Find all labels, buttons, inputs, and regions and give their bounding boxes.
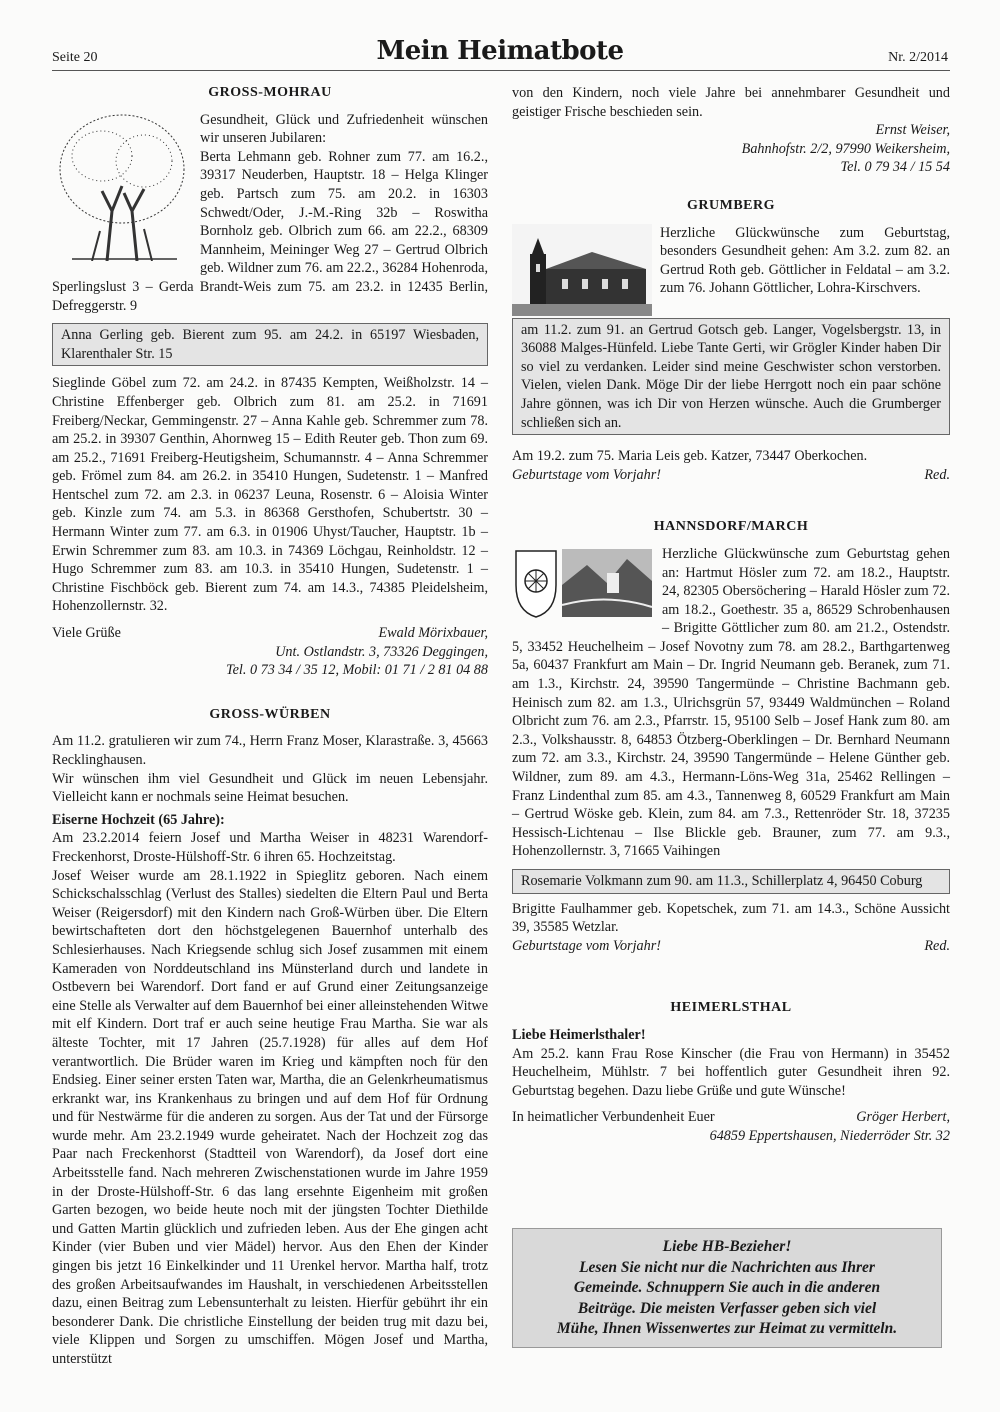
wuerben-p4: Josef Weiser wurde am 28.1.1922 in Spieglitz geboren. Nach einem Schickschalsschlag (Verlust des Stalles) siedelten die Eltern Paul und Berta Weiser (Reigersdorf) mit den Kindern nach Groß-Würben über. Die Eltern bewirtschafteten dort den höchstgelegenen Bauernhof unterhalb des Schlesierhauses. Nach Kriegsende schlug sich Josef zusammen mit einem Kameraden von Norddeutschland ins Münsterland durch und landete in Ostbevern bei Warendorf. Dort fand er auf Grund einer Zeitungsanzeige eine Stelle als Verwalter auf dem Bauernhof bei einer alleinstehenden Witwe mit elf Kindern. Dort traf er auch seine heutige Frau Martha. Sie war als älteste Tochter, mit 17 Jahren (25.7.1928) für alles auf dem Hof verantwortlich. Die Brüder waren im Krieg und kämpften noch für den Endsieg. Einer seiner ersten Taten war, Martha, die an Gelenkrheumatismus erkrankt war, ins Krankenhaus zu bringen und auf dem Hof für Ordnung und für Nestwärme für die anderen zu sorgen. Aus der Tat und der Fürsorge wurde mehr. Am 23.2.1949 wurde geheiratet. Nach der Hochzeit zog das Paar nach Freckenhorst (Stadtteil von Warendorf), da Josef dort eine Arbeitsstelle fand. Nach mehreren Zwischenstationen wurde im Jahre 1959 in der Droste-Hülshoff-Str. 6 das lang ersehnte Eigenheim mit großen Garten bezogen, wo beide heute noch mit der jüngsten Tochter Diethilde und Gatten Martin glücklich und zufrieden leben. Aus der Ehe gingen acht Kinder (vier Buben und vier Mädel) hervor. Aus den Ehen der Kinder gingen bis jetzt 16 Einkelkinder und 11 Urenkel hervor. Martha half, trotz des großen Arbeitsaufwandes im Haushalt, in verschiedenen Arbeitsstellen dazu, einen Beitrag zum Lebensunterhalt zu leisten. Hierfür gebührt ihr ein besonderer Dank. Die christliche Einstellung der beiden trug mit dazu bei, viele Klippen und Sorgen zu umschiffen. Mögen Josef und Martha, unterstützt: [52, 867, 488, 1367]
signature-name: Gröger Herbert,: [856, 1109, 950, 1126]
hannsdorf-highlight-box: [512, 869, 950, 894]
jubilee-list-2: Sieglinde Göbel zum 72. am 24.2. in 87435 Kempten, Weißholzstr. 14 – Christine Effenberger geb. Olbrich zum 81. am 25.2. in 71691 Freiberg/Neckar, Gemmingenstr. 27 – Anna Kahle geb. Schremmer zum 78. am 25.2. in 39307 Genthin, Ahornweg 15 – Edith Reuter geb. Thon zum 69. am 25.2., 71691 Freiberg-Heutigsheim, Schumannstr. 4 – Anna Schremmer geb. Frömel zum 84. am 26.2. in 35410 Hungen, Sudetenstr. 1 – Manfred Hentschel zum 72. am 2.3. in 06237 Leuna, Rosenstr. 6 – Aloisia Winter geb. Kinzle zum 74. am 5.3. in 86368 Gersthofen, Schubertstr. 30 – Hermann Winter zum 77. am 6.3. in 01906 Uhyst/Taucher, Hauptstr. 1b – Erwin Schremmer zum 83. am 10.3. in 74369 Löchgau, Reinholdstr. 12 – Hugo Schremmer zum 83. am 10.3. in 35410 Hungen, Sudetenstr. 1 – Christine Fischböck geb. Bierent zum 74. am 14.3., 74385 Pleidelsheim, Hohenzollernstr. 32.: [52, 375, 488, 615]
signature-phone: Tel. 0 73 34 / 35 12, Mobil: 01 71 / 2 81 04 88: [226, 662, 488, 679]
notice-line: Mühe, Ihnen Wissenwertes zur Heimat zu vermitteln.: [556, 1320, 898, 1337]
highlight-text: Anna Gerling geb. Bierent zum 95. am 24.2. in 65197 Wiesbaden, Klarenthaler Str. 15: [61, 327, 479, 362]
editor-mark: Red.: [924, 937, 950, 954]
signature-address: Unt. Ostlandstr. 3, 73326 Deggingen,: [275, 643, 488, 660]
notice-line: Beiträge. Die meisten Verfasser geben sich viel: [577, 1299, 877, 1317]
hannsdorf-p2: Brigitte Faulhammer geb. Kopetschek, zum 71. am 14.3., Schöne Aussicht 39, 35585 Wetzlar.: [512, 900, 950, 936]
wuerben-p1: Am 11.2. gratulieren wir zum 74., Herrn Franz Moser, Klarastraße. 3, 45663 Recklinghausen.: [52, 733, 488, 768]
highlight-box: [52, 323, 488, 366]
header-rule: [52, 70, 950, 71]
jubilee-intro: Gesundheit, Glück und Zufriedenheit wünschen wir unseren Jubilaren:: [200, 111, 488, 147]
footnote-text: Geburtstage vom Vorjahr!: [512, 937, 661, 954]
jubilee-list-1: Berta Lehmann geb. Rohner zum 77. am 16.2., 39317 Neuderben, Hauptstr. 18 – Helga Klinger geb. Partsch zum 75. am 20.2. in 16303 Schwedt/Oder, J.-M.-Ring 32b – Roswitha Bornholz geb. Olbrich zum 66. am 22.2., 68309 Mannheim, Meininger Weg 27 – Gertrud Olbrich geb. Wildner zum 76. am 22.2., 36284 Hohenroda, Sperlingslust 3 – Gerda Brandt-Weis zum 75. am 23.2. in 12435 Berlin, Defreggerstr. 9: [52, 148, 488, 314]
grumberg-p2: Am 19.2. zum 75. Maria Leis geb. Katzer, 73447 Oberkochen.: [512, 448, 868, 465]
section-title-heimerlsthal: HEIMERLSTHAL: [670, 1000, 792, 1016]
hannsdorf-footnote: [512, 937, 950, 956]
heimerlsthal-subtitle: Liebe Heimerlsthaler!: [512, 1026, 646, 1043]
left-column: [52, 84, 488, 1369]
grumberg-highlight-text: am 11.2. zum 91. an Gertrud Gotsch geb. Langer, Vogelsbergstr. 13, in 36088 Malges-Hünfeld. Liebe Tante Gerti, wir Grögler Kinder haben Dir so viel zu verdanken. Leider sind meine Geschwister schon verstorben. Vielen, vielen Dank. Möge Dir der liebe Herrgott noch ein paar schöne Jahre gönnen, was ich Dir von Herzen wünsche. Auch die Grumberger schließen sich an.: [521, 321, 941, 431]
heimerlsthal-p1: Am 25.2. kann Frau Rose Kinscher (die Frau von Hermann) in 35452 Heuchelheim, Mühlstr. 7 bei hoffentlich guter Gesundheit ihren 92. Geburtstag begehen. Dazu liebe Grüße und gute Wünsche!: [512, 1045, 950, 1099]
wuerben-p5: von den Kindern, noch viele Jahre bei annehmbarer Gesundheit und geistiger Frische beschieden sein.: [512, 85, 950, 120]
section-title-gross-mohrau: GROSS-MOHRAU: [208, 85, 332, 100]
hannsdorf-p1: Herzliche Glückwünsche zum Geburtstag gehen an: Hartmut Hösler zum 72. am 18.2., Hauptstr. 24, 82305 Obersöchering – Harald Hösler zum 72. am 18.2., Goethestr. 35 a, 86529 Schrobenhausen – Brigitte Göttlicher zum 80. am 21.2., Ostendstr. 5, 33452 Heuchelheim – Josef Novotny zum 78. am 28.2., Barthgartenweg 5a, 60437 Frankfurt am Main – Dr. Ingrid Neumann geb. Beranek, zum 71. am 1.3., Kirchstr. 24, 39590 Tangermünde – Christine Bachmann geb. Heinisch zum 82. am 1.3., Ulrichsgrün 57, 93449 Waldmünchen – Roland Olbricht zum 76. am 2.3., Pfarrstr. 15, 95100 Selb – Josef Hank zum 80. am 2.3., Volkshausstr. 8, 64853 Ötzberg-Oberklingen – Dr. Bernhard Neumann zum 72. am 3.3., Kirchstr. 24, 39590 Tangermünde – Helene Günther geb. Wildner, zum 89. am 4.3., Hermann-Löns-Weg 31a, 25462 Rellingen – Franz Lindenthal zum 85. am 4.3., Tannenweg 8, 60529 Frankfurt am Main – Gertrud Wöske geb. Klein, zum 84. am 7.3., Rettenröder Str. 18, 37235 Hessisch-Lichtenau – Ilse Blickle geb. Brauner, zum 77. am 9.3., Hohenzollernstr. 3, 71665 Vaihingen: [512, 545, 950, 860]
greeting: Viele Grüße: [52, 625, 121, 642]
greeting: In heimatlicher Verbundenheit Euer: [512, 1109, 715, 1126]
grumberg-p1: Herzliche Glückwünsche zum Geburtstag, besonders Gesundheit gehen: Am 3.2. zum 82. an Gertrud Roth geb. Göttlicher in Feldatal – am 3.2. zum 76. Johann Göttlicher, Lohra-Kirschvers.: [660, 224, 950, 297]
section-title-hannsdorf: HANNSDORF/MARCH: [653, 519, 809, 535]
section-title-grumberg: GRUMBERG: [687, 197, 775, 213]
signature-block: [52, 624, 488, 680]
notice-heading: Liebe HB-Bezieher!: [662, 1238, 792, 1255]
wuerben-p2: Wir wünschen ihm viel Gesundheit und Glück im neuen Lebensjahr. Vielleicht kann er nochmals seine Heimat besuchen.: [52, 770, 488, 806]
grumberg-highlight-box: [512, 318, 950, 436]
tree-illustration: [52, 111, 192, 261]
wuerben-sig-name: Ernst Weiser,: [875, 122, 950, 139]
church-illustration: [512, 224, 652, 316]
signature-address: 64859 Eppertshausen, Niederröder Str. 32: [709, 1127, 950, 1144]
section-title-gross-wuerben: GROSS-WÜRBEN: [209, 706, 331, 722]
coat-of-arms-and-village-illustration: [512, 545, 654, 619]
wuerben-p3: Am 23.2.2014 feiern Josef und Martha Weiser in 48231 Warendorf-Freckenhorst, Droste-Hülshoff-Str. 6 ihren 65. Hochzeitstag.: [52, 830, 488, 865]
subscriber-notice-box: [512, 1228, 942, 1348]
signature-name: Ewald Mörixbauer,: [378, 625, 488, 642]
masthead-title: Mein Heimatbote: [376, 36, 624, 66]
wuerben-sig-address: Bahnhofstr. 2/2, 97990 Weikersheim,: [741, 140, 950, 157]
page-number: Seite 20: [52, 50, 98, 65]
editor-mark: Red.: [924, 466, 950, 483]
notice-line: Gemeinde. Schnuppern Sie auch in die anderen: [573, 1279, 881, 1296]
heimerlsthal-signature: [512, 1108, 950, 1127]
issue-number: Nr. 2/2014: [888, 50, 948, 65]
footnote-text: Geburtstage vom Vorjahr!: [512, 466, 661, 483]
right-column: [512, 84, 950, 1146]
notice-line: Lesen Sie nicht nur die Nachrichten aus Ihrer: [579, 1258, 875, 1276]
wuerben-subtitle: Eiserne Hochzeit (65 Jahre):: [52, 811, 225, 828]
grumberg-footnote: [512, 466, 950, 485]
hannsdorf-highlight-text: Rosemarie Volkmann zum 90. am 11.3., Schillerplatz 4, 96450 Coburg: [521, 873, 923, 889]
wuerben-sig-phone: Tel. 0 79 34 / 15 54: [840, 159, 950, 176]
